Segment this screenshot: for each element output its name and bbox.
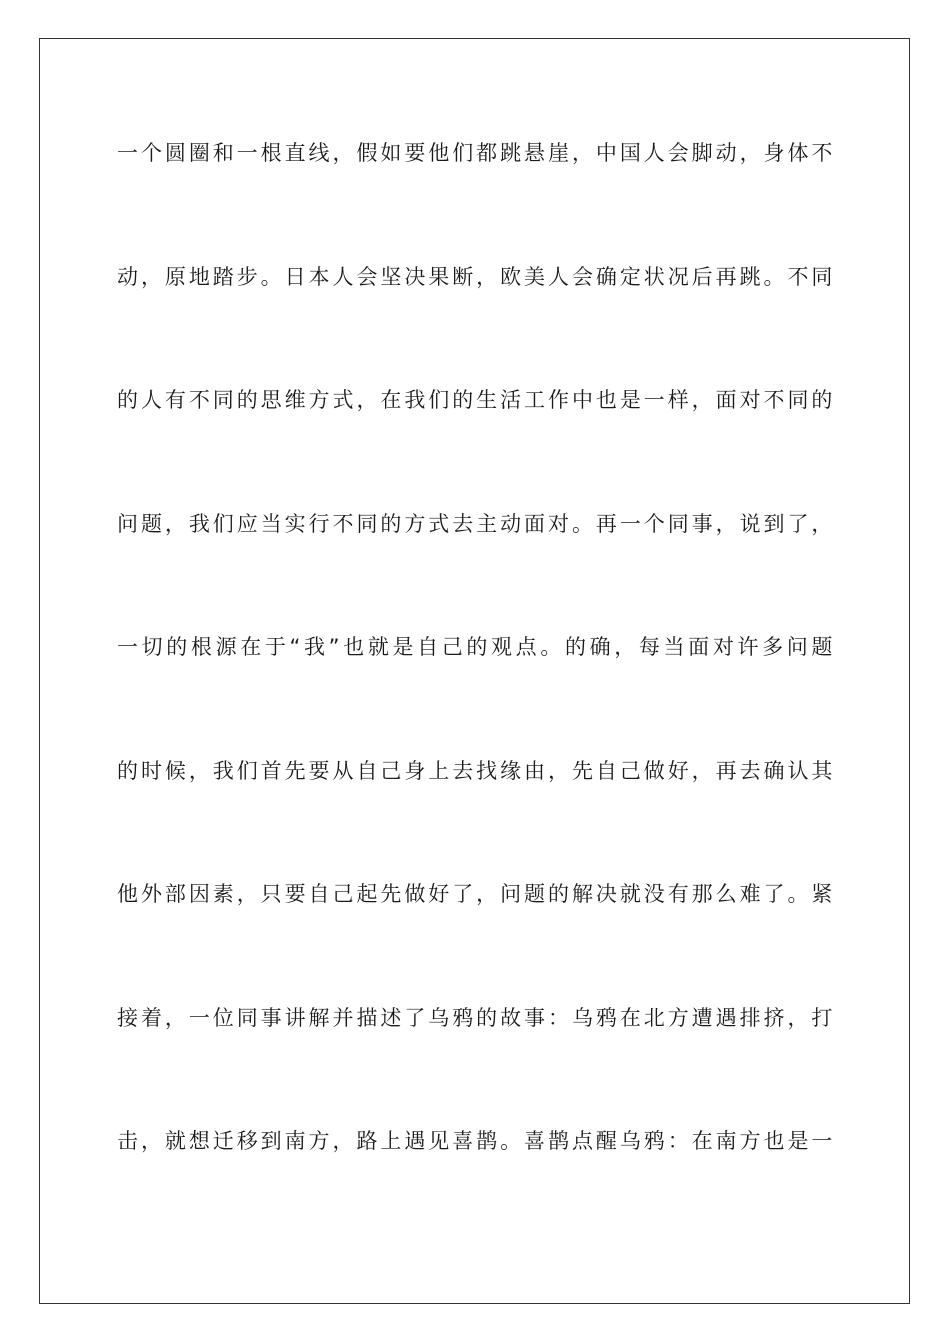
- text-line: 动，原地踏步。日本人会坚决果断，欧美人会确定状况后再跳。不同: [117, 264, 833, 289]
- text-line: 他外部因素，只要自己起先做好了，问题的解决就没有那么难了。紧: [117, 882, 833, 906]
- text-line: 接着，一位同事讲解并描述了乌鸦的故事：乌鸦在北方遭遇排挤，打: [117, 1005, 833, 1030]
- text-line: 的人有不同的思维方式，在我们的生活工作中也是一样，面对不同的: [117, 388, 833, 412]
- text-line: 一个圆圈和一根直线，假如要他们都跳悬崖，中国人会脚动，身体不: [117, 141, 833, 165]
- text-line: 的时候，我们首先要从自己身上去找缘由，先自己做好，再去确认其: [117, 758, 833, 783]
- text-line: 击，就想迁移到南方，路上遇见喜鹊。喜鹊点醒乌鸦：在南方也是一: [117, 1129, 833, 1153]
- text-line: 一切的根源在于“我”也就是自己的观点。的确，每当面对许多问题: [117, 635, 833, 659]
- document-body: [117, 128, 833, 1240]
- text-line: 问题，我们应当实行不同的方式去主动面对。再一个同事，说到了，: [117, 511, 833, 536]
